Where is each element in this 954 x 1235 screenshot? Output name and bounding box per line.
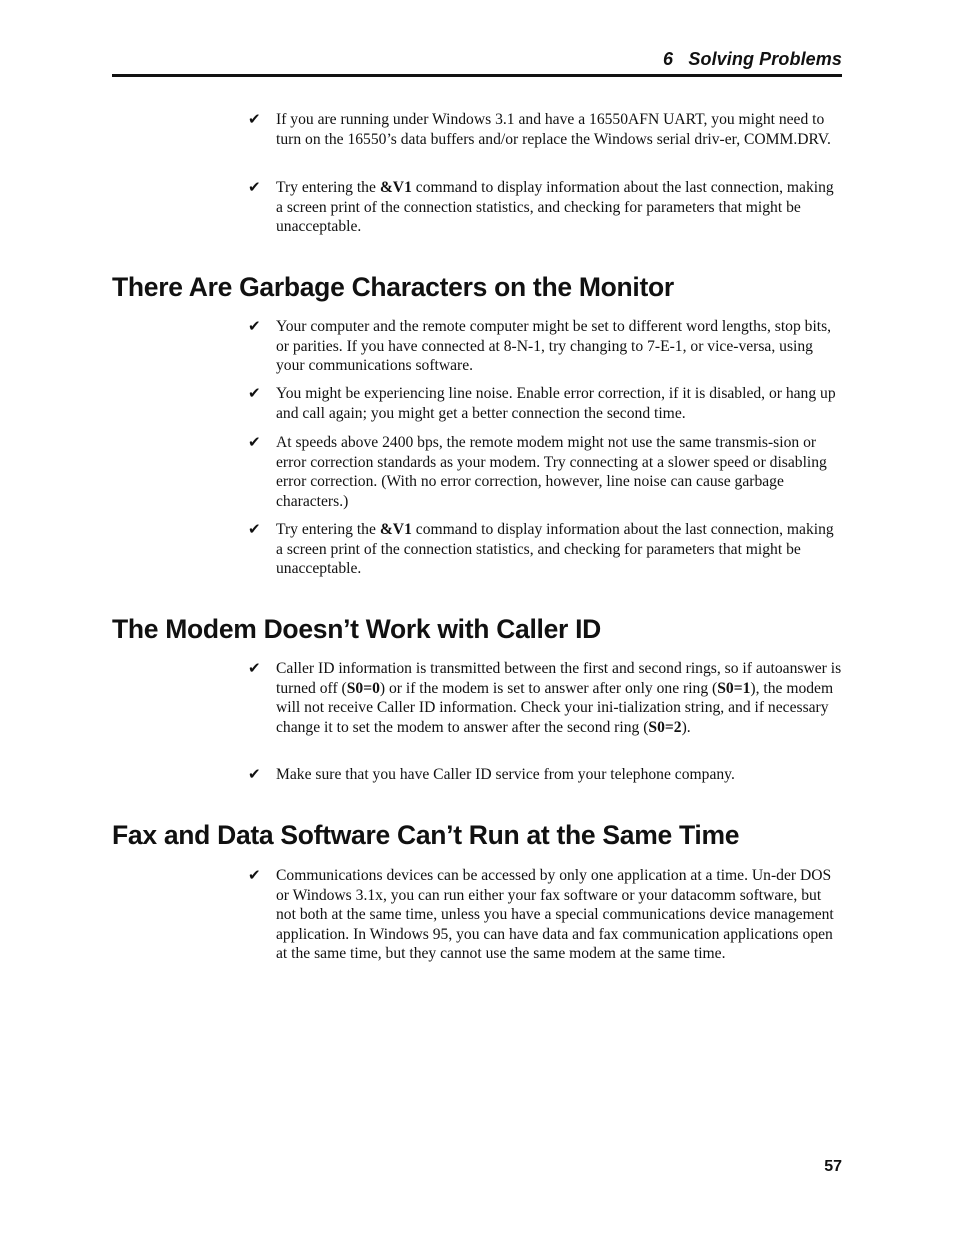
text-run: command to display information about the last connection, making a screen print of the connection statistics, and checking for parameters that might be unacceptable. bbox=[276, 179, 834, 236]
list-item bbox=[248, 866, 844, 964]
command-text: &V1 bbox=[379, 179, 412, 196]
check-icon: ✔ bbox=[248, 178, 261, 196]
bullet-text bbox=[276, 317, 844, 376]
list-item bbox=[248, 178, 844, 237]
list-item bbox=[248, 765, 844, 785]
text-run: Caller ID information is transmitted between the first and second rings, so if autoanswer is turned off ( bbox=[276, 660, 842, 697]
command-text: S0=2 bbox=[648, 718, 682, 736]
text-run: If you are running under Windows 3.1 and have a 16550AFN UART, you might need to turn on the 16550’s data buffers and/or replace the Windows serial driv-er, COMM.DRV. bbox=[276, 111, 831, 148]
text-run: You might be experiencing line noise. Enable error correction, if it is disabled, or hang up and call again; you might get a better connection the second time. bbox=[276, 385, 836, 422]
command-text: &V1 bbox=[379, 521, 412, 538]
section-heading: There Are Garbage Characters on the Monitor bbox=[112, 272, 674, 302]
bullet-text bbox=[276, 520, 844, 579]
section-heading: The Modem Doesn’t Work with Caller ID bbox=[112, 614, 602, 644]
text-run: Try entering the bbox=[276, 179, 380, 196]
bullet-text bbox=[276, 765, 844, 785]
check-icon: ✔ bbox=[248, 765, 261, 783]
check-icon: ✔ bbox=[248, 317, 261, 335]
check-icon: ✔ bbox=[248, 433, 261, 451]
check-icon: ✔ bbox=[248, 110, 261, 128]
page-number: 57 bbox=[824, 1158, 842, 1175]
text-run: ). bbox=[681, 718, 691, 736]
text-run: Make sure that you have Caller ID service from your telephone company. bbox=[276, 766, 735, 783]
bullet-text bbox=[276, 433, 844, 511]
list-item bbox=[248, 110, 844, 149]
text-run: command to display information about the last connection, making a screen print of the connection statistics, and checking for parameters that might be unacceptable. bbox=[276, 521, 834, 578]
command-text: S0=1 bbox=[717, 679, 751, 697]
check-icon: ✔ bbox=[248, 384, 261, 402]
text-run: Your computer and the remote computer might be set to different word lengths, stop bits, or parities. If you have connected at 8-N-1, try changing to 7-E-1, or vice-versa, using your communications software. bbox=[276, 318, 832, 375]
chapter-title: 6 Solving Problems bbox=[662, 49, 842, 69]
list-item bbox=[248, 433, 844, 511]
check-icon: ✔ bbox=[248, 520, 261, 538]
section-heading: Fax and Data Software Can’t Run at the Same Time bbox=[112, 820, 740, 850]
bullet-text bbox=[276, 866, 844, 964]
list-item bbox=[248, 659, 844, 737]
list-item bbox=[248, 317, 844, 376]
check-icon: ✔ bbox=[248, 866, 261, 884]
bullet-text bbox=[276, 110, 844, 149]
list-item bbox=[248, 520, 844, 579]
list-item bbox=[248, 384, 844, 423]
bullet-text bbox=[276, 659, 844, 737]
header-rule bbox=[112, 74, 842, 77]
bullet-text bbox=[276, 384, 844, 423]
text-run: Communications devices can be accessed by only one application at a time. Un-der DOS or Windows 3.1x, you can run either your fax software or your datacomm software, but not both at the same time, unless you have a special communications device management application. In Windows 95, you can have data and fax communication applications open at the same time, but they cannot use the same modem at the same time. bbox=[276, 867, 834, 963]
command-text: S0=0 bbox=[346, 679, 380, 697]
check-icon: ✔ bbox=[248, 659, 261, 677]
text-run: ), the modem will not receive Caller ID information. Check your ini-tialization string, and if necessary change it to set the modem to answer after the second ring ( bbox=[276, 679, 834, 736]
text-run: ) or if the modem is set to answer after only one ring ( bbox=[379, 679, 718, 697]
text-run: At speeds above 2400 bps, the remote modem might not use the same transmis-sion or error correction standards as your modem. Try connecting at a slower speed or disabling error correction. (With no error correction, however, line noise can cause garbage characters.) bbox=[276, 434, 827, 510]
bullet-text bbox=[276, 178, 844, 237]
text-run: Try entering the bbox=[276, 521, 380, 538]
